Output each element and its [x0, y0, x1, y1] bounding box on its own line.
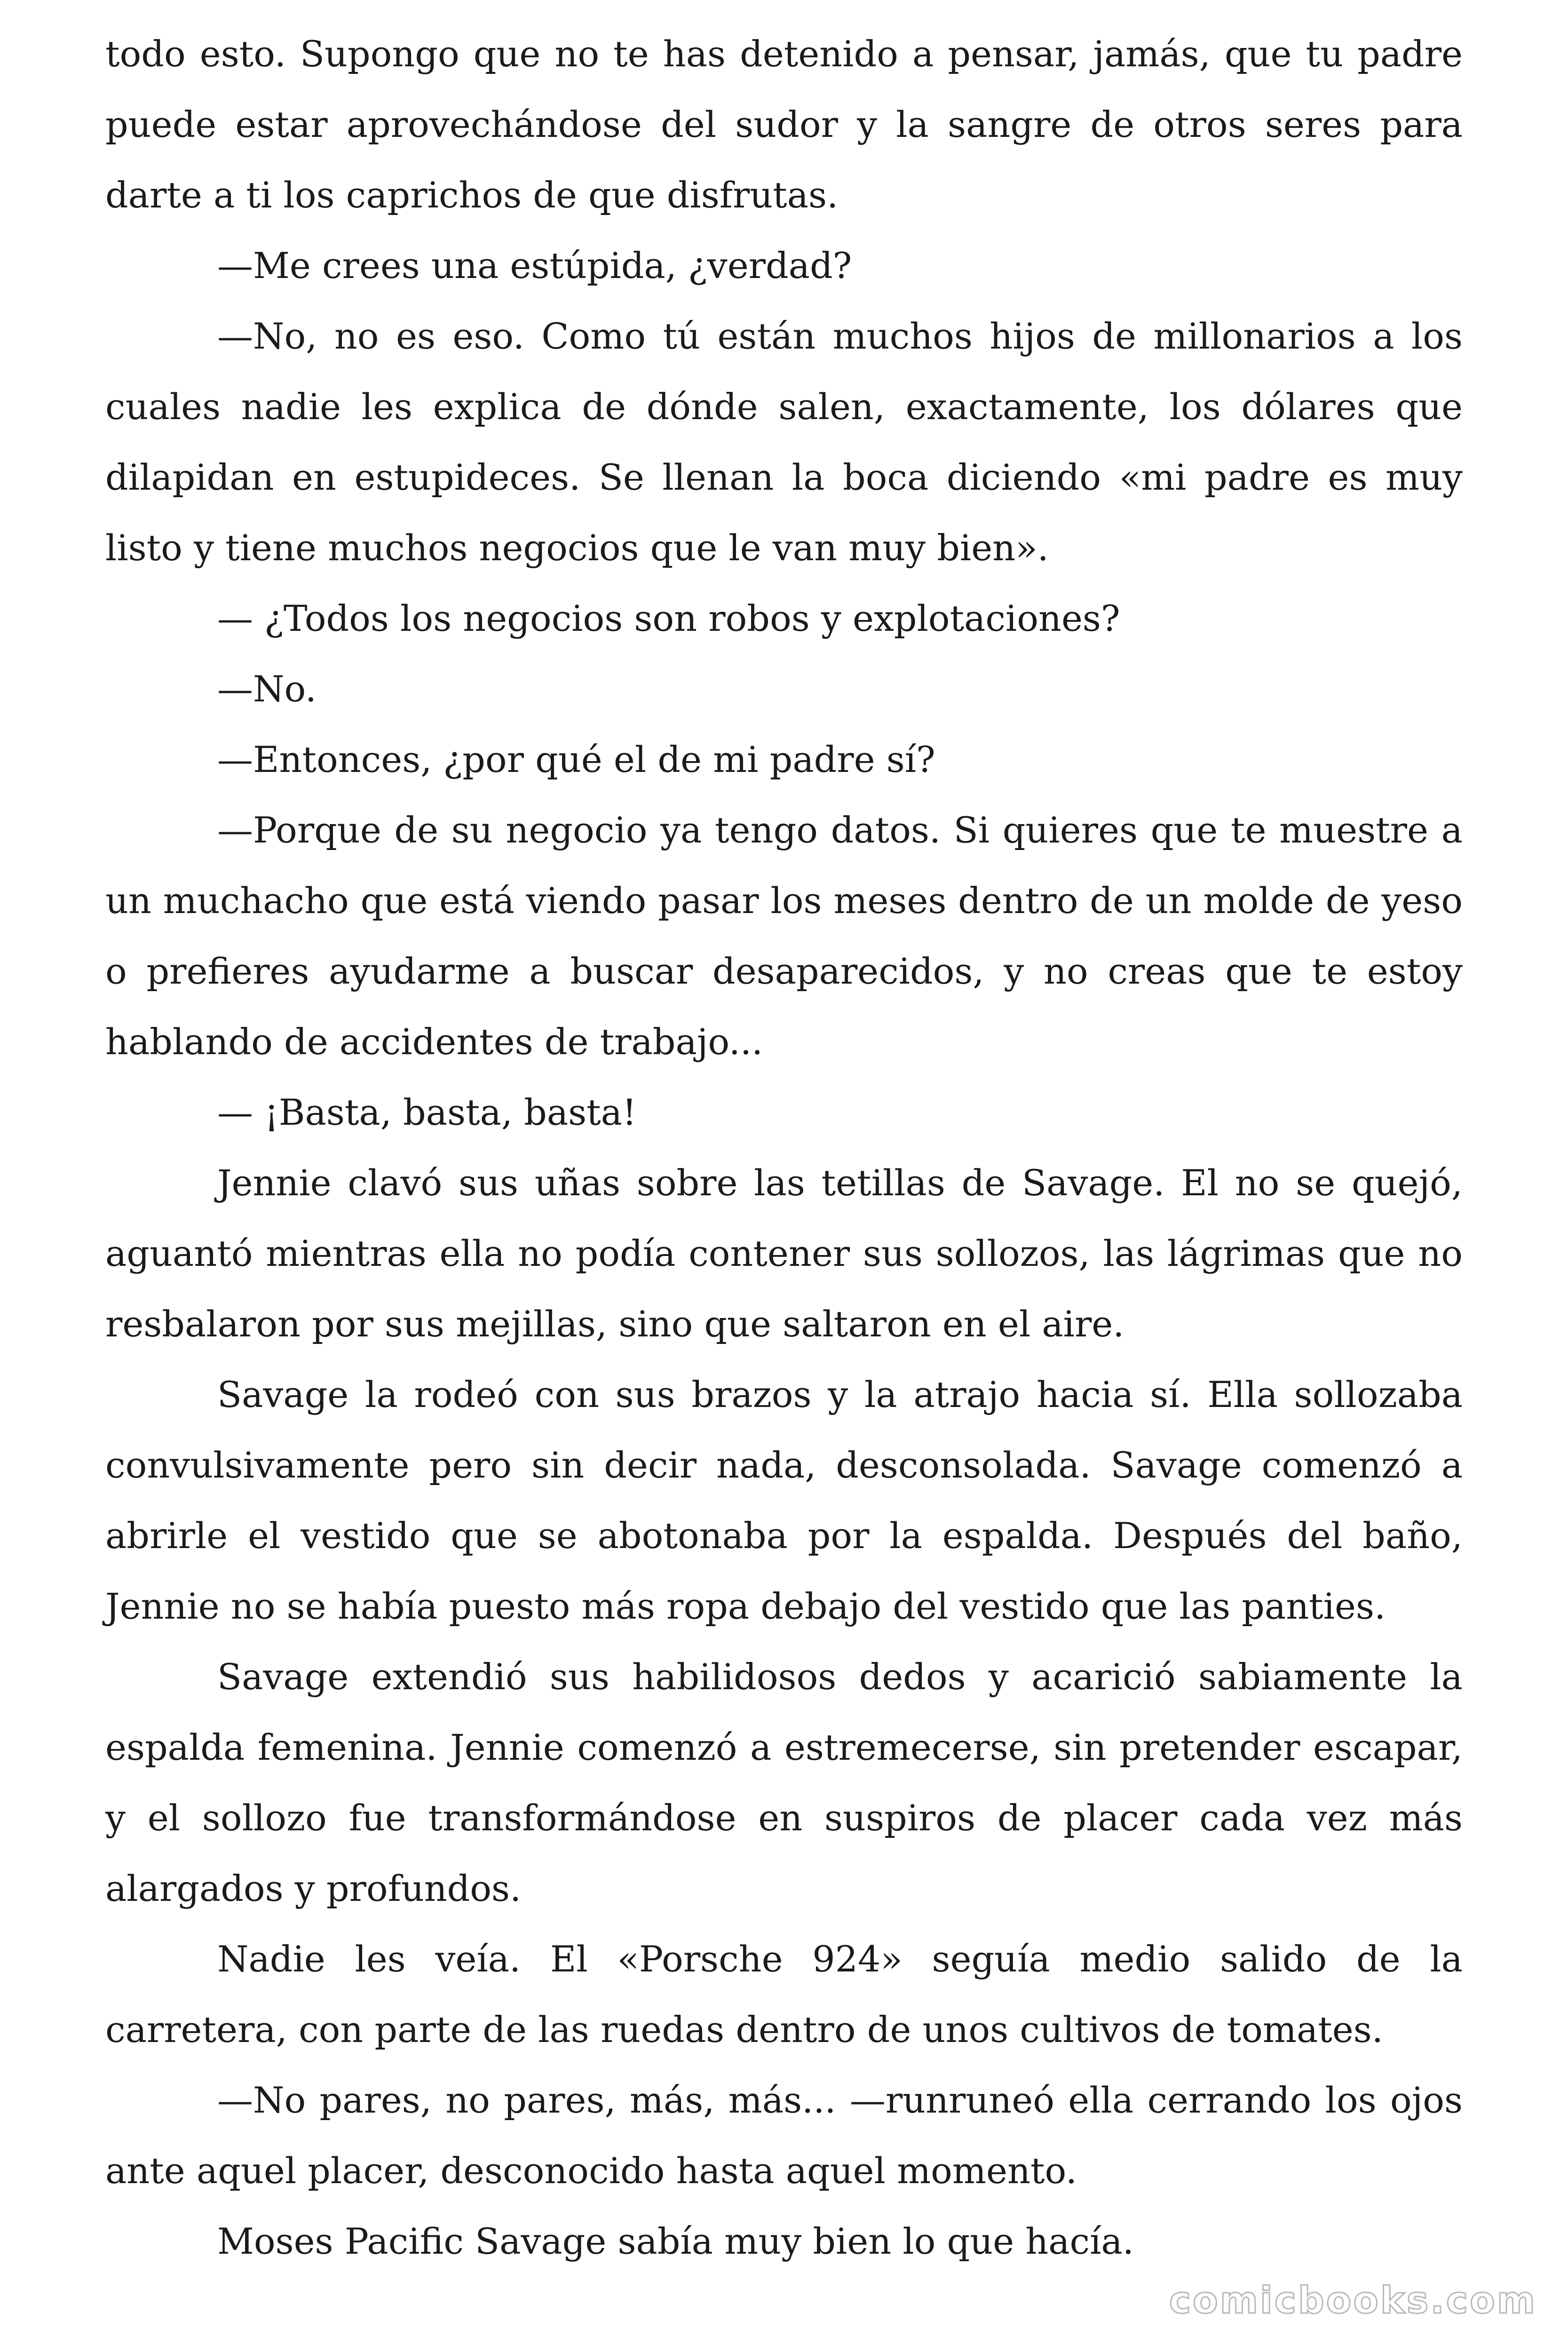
page-body-text [105, 19, 1463, 2277]
paragraph-dialogue: —No. [217, 668, 317, 710]
paragraph-dialogue: — ¡Basta, basta, basta! [217, 1091, 637, 1133]
paragraph-dialogue: —Entonces, ¿por qué el de mi padre sí? [217, 739, 935, 780]
watermark: comicbooks.com [1169, 2280, 1537, 2322]
paragraph-narration: Nadie les veía. El «Porsche 924» seguía medio salido de la carretera, con parte de las ruedas dentro de unos cultivos de tomates. [105, 1938, 1463, 2050]
paragraph-dialogue: — ¿Todos los negocios son robos y explotaciones? [217, 597, 1120, 639]
paragraph-narration: Savage la rodeó con sus brazos y la atrajo hacia sí. Ella sollozaba convulsivamente pero sin decir nada, desconsolada. Savage comenzó a abrirle el vestido que se abotonaba por la espalda. Después del baño, Jennie no se había puesto más ropa debajo del vestido que las panties. [105, 1374, 1463, 1627]
paragraph-dialogue: —Porque de su negocio ya tengo datos. Si quieres que te muestre a un muchacho que está viendo pasar los meses dentro de un molde de yeso o prefieres ayudarme a buscar desaparecidos, y no creas que te estoy hablando de accidentes de trabajo... [105, 809, 1463, 1063]
paragraph-dialogue: —No, no es eso. Como tú están muchos hijos de millonarios a los cuales nadie les explica de dónde salen, exactamente, los dólares que dilapidan en estupideces. Se llenan la boca diciendo «mi padre es muy listo y tiene muchos negocios que le van muy bien». [105, 315, 1463, 569]
paragraph-dialogue: —No pares, no pares, más, más... —runruneó ella cerrando los ojos ante aquel placer, desconocido hasta aquel momento. [105, 2079, 1463, 2192]
paragraph-narration: Savage extendió sus habilidosos dedos y acarició sabiamente la espalda femenina. Jennie comenzó a estremecerse, sin pretender escapar, y el sollozo fue transformándose en suspiros de placer cada vez más alargados y profundos. [105, 1656, 1463, 1909]
paragraph-dialogue: —Me crees una estúpida, ¿verdad? [217, 245, 852, 286]
paragraph-continuation: todo esto. Supongo que no te has detenido a pensar, jamás, que tu padre puede estar aprovechándose del sudor y la sangre de otros seres para darte a ti los caprichos de que disfrutas. [105, 33, 1463, 216]
paragraph-narration: Jennie clavó sus uñas sobre las tetillas de Savage. El no se quejó, aguantó mientras ella no podía contener sus sollozos, las lágrimas que no resbalaron por sus mejillas, sino que saltaron en el aire. [105, 1162, 1463, 1345]
paragraph-narration: Moses Pacific Savage sabía muy bien lo que hacía. [217, 2220, 1134, 2262]
